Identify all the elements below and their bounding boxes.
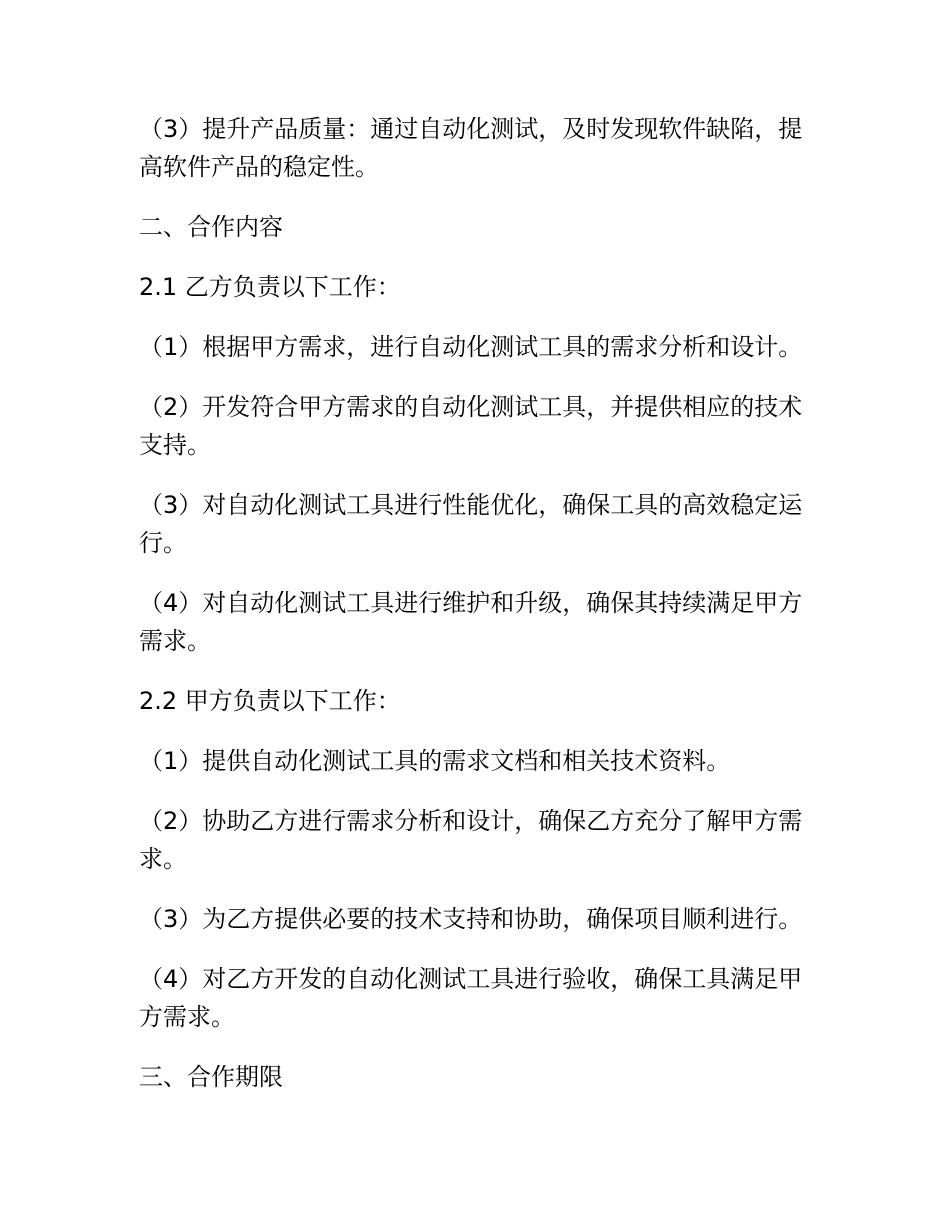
section-heading-cooperation-term: 三、合作期限 <box>139 1063 283 1091</box>
paragraph-party-a-2: （2）协助乙方进行需求分析和设计，确保乙方充分了解甲方需求。 <box>139 807 803 873</box>
section-heading-cooperation-content: 二、合作内容 <box>139 213 283 241</box>
paragraph-party-a-4: （4）对乙方开发的自动化测试工具进行验收，确保工具满足甲方需求。 <box>139 965 803 1031</box>
subsection-heading-party-a: 2.2 甲方负责以下工作： <box>139 687 401 715</box>
paragraph-party-a-3: （3）为乙方提供必要的技术支持和协助，确保项目顺利进行。 <box>139 905 803 933</box>
paragraph-party-b-3: （3）对自动化测试工具进行性能优化，确保工具的高效稳定运行。 <box>139 491 803 557</box>
paragraph-goal-3: （3）提升产品质量：通过自动化测试，及时发现软件缺陷，提高软件产品的稳定性。 <box>139 115 803 181</box>
paragraph-party-b-4: （4）对自动化测试工具进行维护和升级，确保其持续满足甲方需求。 <box>139 589 803 655</box>
paragraph-party-b-1: （1）根据甲方需求，进行自动化测试工具的需求分析和设计。 <box>139 333 803 361</box>
document-body <box>139 110 811 1118</box>
paragraph-party-a-1: （1）提供自动化测试工具的需求文档和相关技术资料。 <box>139 747 731 775</box>
paragraph-party-b-2: （2）开发符合甲方需求的自动化测试工具，并提供相应的技术支持。 <box>139 393 803 459</box>
subsection-heading-party-b: 2.1 乙方负责以下工作： <box>139 273 401 301</box>
